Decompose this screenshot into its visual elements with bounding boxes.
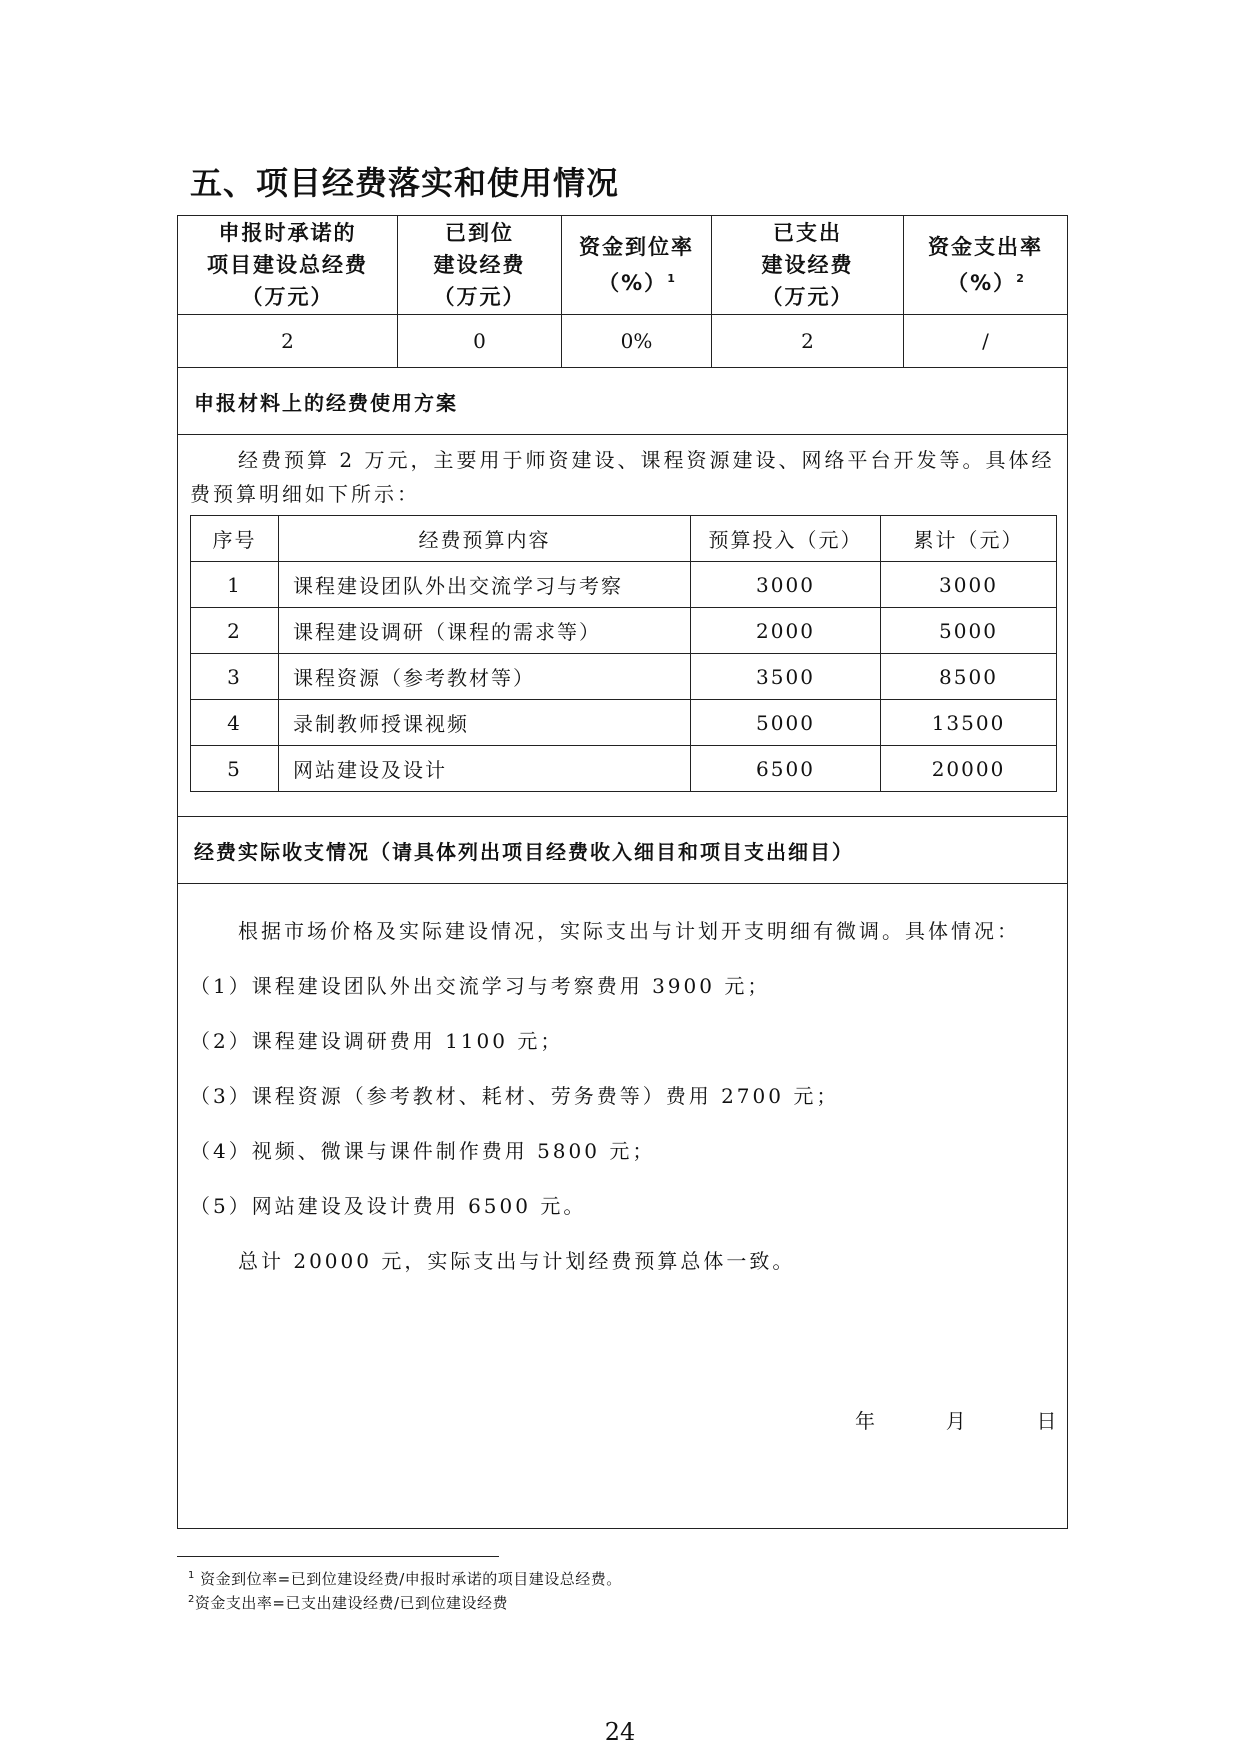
footnote-ref-2: 2 — [1016, 272, 1024, 285]
date-year: 年 — [855, 1409, 877, 1433]
actual-total: 总计 20000 元，实际支出与计划经费预算总体一致。 — [238, 1249, 796, 1273]
budget-header-cell: 累计（元） — [881, 516, 1057, 562]
budget-row — [191, 700, 1057, 746]
budget-cell-cumulative: 20000 — [881, 746, 1057, 792]
value-arrival-rate: 0% — [562, 315, 712, 368]
funding-table — [177, 215, 1068, 1529]
plan-heading: 申报材料上的经费使用方案 — [178, 368, 1068, 435]
date-day: 日 — [1036, 1409, 1059, 1433]
date-line — [855, 1405, 1058, 1434]
value-spent-funds: 2 — [712, 315, 904, 368]
actual-item: （5）网站建设及设计费用 6500 元。 — [190, 1194, 587, 1218]
footnote-1 — [188, 1568, 622, 1589]
budget-cell-cumulative: 13500 — [881, 700, 1057, 746]
budget-cell-amount: 2000 — [691, 608, 881, 654]
budget-cell-cumulative: 8500 — [881, 654, 1057, 700]
header-spent-funds: 已支出 建设经费 （万元） — [712, 216, 904, 315]
footnote-2 — [188, 1592, 508, 1613]
budget-cell-index: 2 — [191, 608, 279, 654]
summary-header-row — [178, 216, 1068, 315]
plan-intro: 经费预算 2 万元，主要用于师资建设、课程资源建设、网络平台开发等。具体经费预算明细如下所示： — [190, 448, 1055, 506]
budget-header-cell: 序号 — [191, 516, 279, 562]
budget-cell-amount: 6500 — [691, 746, 881, 792]
footnote-mark: 1 — [188, 1570, 195, 1581]
budget-cell-index: 3 — [191, 654, 279, 700]
value-received-funds: 0 — [398, 315, 562, 368]
budget-cell-item: 课程资源（参考教材等） — [279, 654, 691, 700]
budget-row — [191, 746, 1057, 792]
footnote-text: 资金到位率=已到位建设经费/申报时承诺的项目建设总经费。 — [194, 1570, 622, 1588]
actual-item: （3）课程资源（参考教材、耗材、劳务费等）费用 2700 元； — [190, 1084, 840, 1108]
budget-header-cell: 预算投入（元） — [691, 516, 881, 562]
budget-cell-item: 网站建设及设计 — [279, 746, 691, 792]
actual-item: （4）视频、微课与课件制作费用 5800 元； — [190, 1139, 656, 1163]
actual-intro: 根据市场价格及实际建设情况，实际支出与计划开支明细有微调。具体情况： — [238, 919, 1020, 943]
footnote-divider — [177, 1556, 499, 1557]
budget-cell-index: 5 — [191, 746, 279, 792]
actual-heading-row — [178, 817, 1068, 884]
budget-row — [191, 608, 1057, 654]
budget-cell-item: 课程建设调研（课程的需求等） — [279, 608, 691, 654]
footnote-text: 资金支出率=已支出建设经费/已到位建设经费 — [194, 1594, 508, 1612]
value-committed-total: 2 — [178, 315, 398, 368]
budget-row — [191, 654, 1057, 700]
header-committed-total: 申报时承诺的 项目建设总经费 （万元） — [178, 216, 398, 315]
footnote-ref-1: 1 — [667, 272, 675, 285]
budget-cell-cumulative: 5000 — [881, 608, 1057, 654]
budget-cell-index: 4 — [191, 700, 279, 746]
budget-cell-item: 录制教师授课视频 — [279, 700, 691, 746]
budget-table — [190, 515, 1057, 792]
budget-row — [191, 562, 1057, 608]
header-spend-rate: 资金支出率 （%）$^2$ — [904, 216, 1068, 315]
date-month: 月 — [945, 1409, 968, 1433]
actual-item: （2）课程建设调研费用 1100 元； — [190, 1029, 564, 1053]
budget-header-row — [191, 516, 1057, 562]
header-arrival-rate: 资金到位率 （%）$^1$ — [562, 216, 712, 315]
budget-cell-item: 课程建设团队外出交流学习与考察 — [279, 562, 691, 608]
plan-body — [178, 435, 1068, 817]
plan-body-row — [178, 435, 1068, 817]
summary-value-row — [178, 315, 1068, 368]
header-received-funds: 已到位 建设经费 （万元） — [398, 216, 562, 315]
actual-heading: 经费实际收支情况（请具体列出项目经费收入细目和项目支出细目） — [178, 817, 1068, 884]
value-spend-rate: / — [904, 315, 1068, 368]
page-number: 24 — [604, 1718, 636, 1746]
footnote-mark: 2 — [188, 1594, 195, 1605]
plan-heading-row — [178, 368, 1068, 435]
budget-cell-amount: 3000 — [691, 562, 881, 608]
budget-cell-amount: 3500 — [691, 654, 881, 700]
budget-header-cell: 经费预算内容 — [279, 516, 691, 562]
budget-cell-amount: 5000 — [691, 700, 881, 746]
budget-cell-index: 1 — [191, 562, 279, 608]
budget-cell-cumulative: 3000 — [881, 562, 1057, 608]
actual-item: （1）课程建设团队外出交流学习与考察费用 3900 元； — [190, 974, 771, 998]
page-title: 五、项目经费落实和使用情况 — [190, 164, 620, 202]
